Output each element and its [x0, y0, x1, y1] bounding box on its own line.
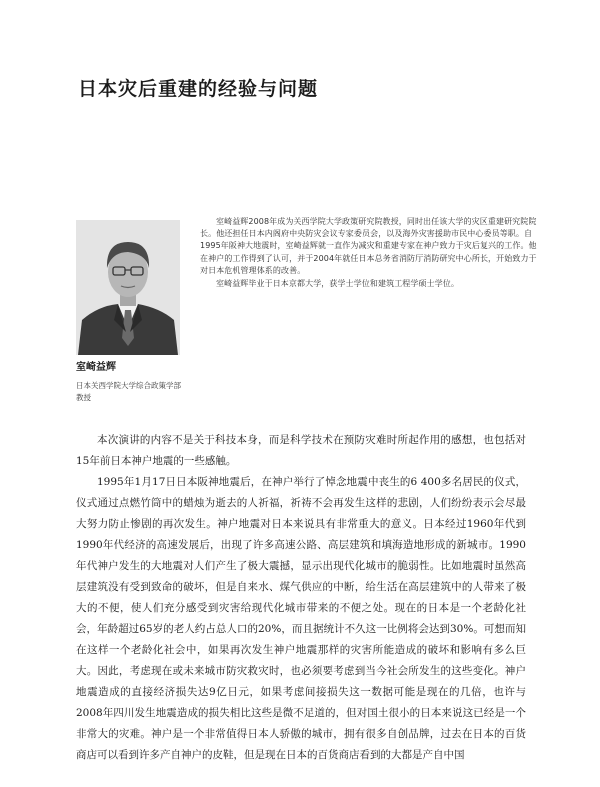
article-title: 日本灾后重建的经验与问题: [78, 78, 319, 100]
author-affiliation: [76, 380, 181, 404]
author-affiliation-line: 日本关西学院大学综合政策学部: [76, 381, 181, 390]
bio-paragraph: 室崎益辉2008年成为关西学院大学政策研究院教授，同时出任该大学的灾区重建研究院院长。他还担任日本内阁府中央防灾会议专家委员会，以及海外灾害援助市民中心委员等职。自1995年阪神大地震时，室崎益辉就一直作为减灾和重建专家在神户致力于灾后复兴的工作。他在神户的工作得到了认可，并于2004年就任日本总务省消防厅消防研究中心所长，开始致力于对日本危机管理体系的改善。: [200, 217, 537, 275]
article-body: [76, 430, 526, 766]
bio-paragraph: 室崎益辉毕业于日本京都大学，获学士学位和建筑工程学硕士学位。: [216, 279, 459, 289]
author-portrait-icon: [76, 220, 180, 355]
body-paragraph: 本次演讲的内容不是关于科技本身，而是科学技术在预防灾难时所起作用的感想，也包括对15年前日本神户地震的一些感触。: [76, 434, 526, 467]
author-bio: [200, 216, 544, 290]
author-name: 室崎益辉: [76, 362, 116, 373]
author-photo: [76, 220, 180, 355]
author-title-line: 教授: [76, 393, 91, 402]
body-paragraph: 1995年1月17日日本阪神地震后，在神户举行了悼念地震中丧生的6 400多名居民的仪式，仪式通过点燃竹筒中的蜡烛为逝去的人祈福，祈祷不会再发生这样的悲剧，人们纷纷表示会尽最大努力防止惨剧的再次发生。神户地震对日本来说具有非常重大的意义。日本经过1960年代到1990年代经济的高速发展后，出现了许多高速公路、高层建筑和填海造地形成的新城市。1990年代神户发生的大地震对人们产生了极大震撼，显示出现代化城市的脆弱性。比如地震时虽然高层建筑没有受到致命的破坏，但是自来水、煤气供应的中断，给生活在高层建筑中的人带来了极大的不便，使人们充分感受到灾害给现代化城市带来的不便之处。现在的日本是一个老龄化社会，年龄超过65岁的老人约占总人口的20%，而且据统计不久这一比例将会达到30%。可想而知在这样一个老龄化社会中，如果再次发生神户地震那样的灾害所能造成的破坏和影响有多么巨大。因此，考虑现在或未来城市防灾救灾时，也必须要考虑到当今社会所发生的这些变化。神户地震造成的直接经济损失达9亿日元，如果考虑间接损失这一数据可能是现在的几倍，也许与2008年四川发生地震造成的损失相比这些是微不足道的，但对国土很小的日本来说这已经是一个非常大的灾难。神户是一个非常值得日本人骄傲的城市，拥有很多自创品牌，过去在日本的百货商店可以看到许多产自神户的皮鞋，但是现在日本的百货商店看到的大都是产自中国: [76, 476, 526, 761]
